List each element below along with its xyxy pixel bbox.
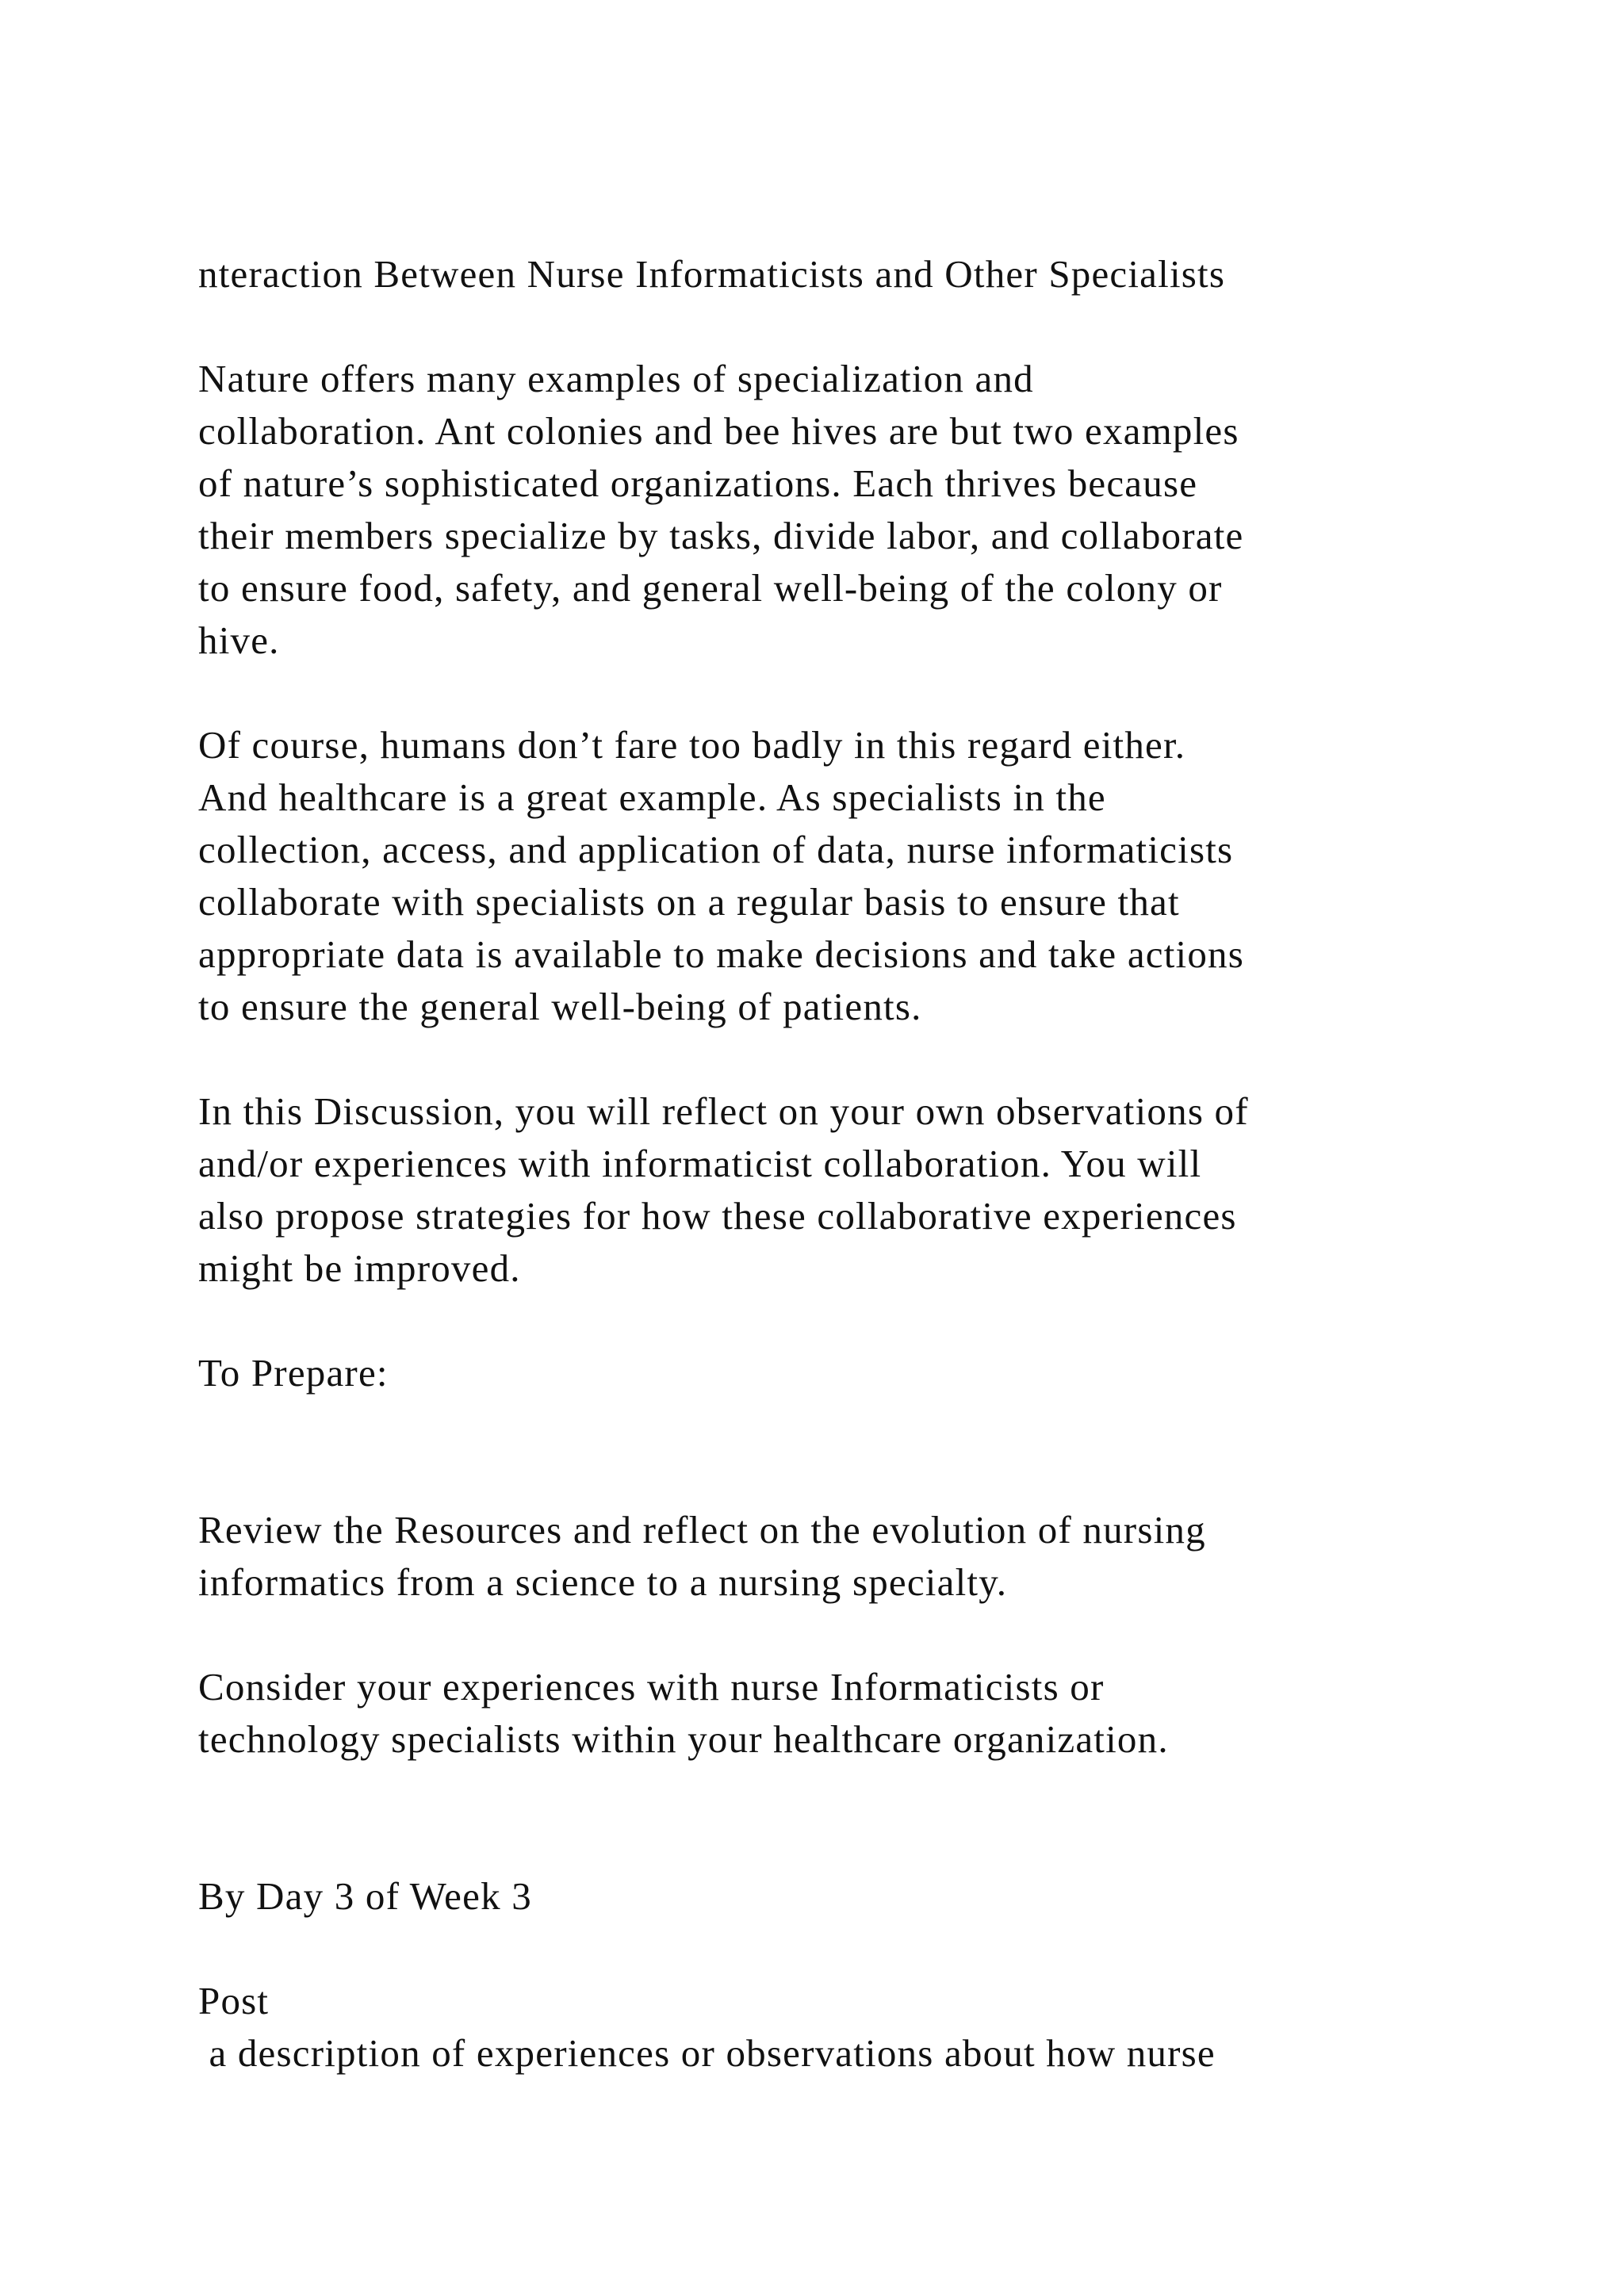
deadline-heading: By Day 3 of Week 3 bbox=[198, 1874, 532, 1918]
paragraph-3-line-3: also propose strategies for how these collaborative experiences bbox=[198, 1194, 1237, 1238]
paragraph-1-line-3: of nature’s sophisticated organizations. Each thrives because bbox=[198, 461, 1198, 505]
paragraph-2-line-3: collection, access, and application of data, nurse informaticists bbox=[198, 828, 1234, 871]
paragraph-2-line-6: to ensure the general well-being of patients. bbox=[198, 985, 922, 1028]
paragraph-1-line-2: collaboration. Ant colonies and bee hives are but two examples bbox=[198, 409, 1239, 453]
prepare-item-1-line-1: Review the Resources and reflect on the evolution of nursing bbox=[198, 1508, 1206, 1552]
paragraph-1-line-1: Nature offers many examples of specialization and bbox=[198, 357, 1034, 400]
to-prepare-heading: To Prepare: bbox=[198, 1351, 389, 1395]
paragraph-2-line-4: collaborate with specialists on a regular basis to ensure that bbox=[198, 880, 1180, 924]
prepare-item-1-line-2: informatics from a science to a nursing specialty. bbox=[198, 1560, 1008, 1604]
document-title: nteraction Between Nurse Informaticists and Other Specialists bbox=[198, 252, 1226, 296]
paragraph-3-line-1: In this Discussion, you will reflect on your own observations of bbox=[198, 1089, 1249, 1133]
post-text-line-1: a description of experiences or observations about how nurse bbox=[198, 2031, 1216, 2075]
paragraph-3-line-2: and/or experiences with informaticist collaboration. You will bbox=[198, 1142, 1202, 1185]
prepare-item-2-line-2: technology specialists within your healthcare organization. bbox=[198, 1717, 1169, 1761]
paragraph-3-line-4: might be improved. bbox=[198, 1246, 521, 1290]
paragraph-2-line-1: Of course, humans don’t fare too badly in this regard either. bbox=[198, 723, 1186, 767]
post-label: Post bbox=[198, 1979, 270, 2022]
paragraph-1-line-5: to ensure food, safety, and general well-being of the colony or bbox=[198, 566, 1223, 610]
prepare-item-2-line-1: Consider your experiences with nurse Informaticists or bbox=[198, 1665, 1105, 1709]
paragraph-2-line-5: appropriate data is available to make decisions and take actions bbox=[198, 932, 1245, 976]
paragraph-2-line-2: And healthcare is a great example. As specialists in the bbox=[198, 775, 1106, 819]
paragraph-1-line-4: their members specialize by tasks, divide labor, and collaborate bbox=[198, 514, 1244, 557]
paragraph-1-line-6: hive. bbox=[198, 618, 280, 662]
